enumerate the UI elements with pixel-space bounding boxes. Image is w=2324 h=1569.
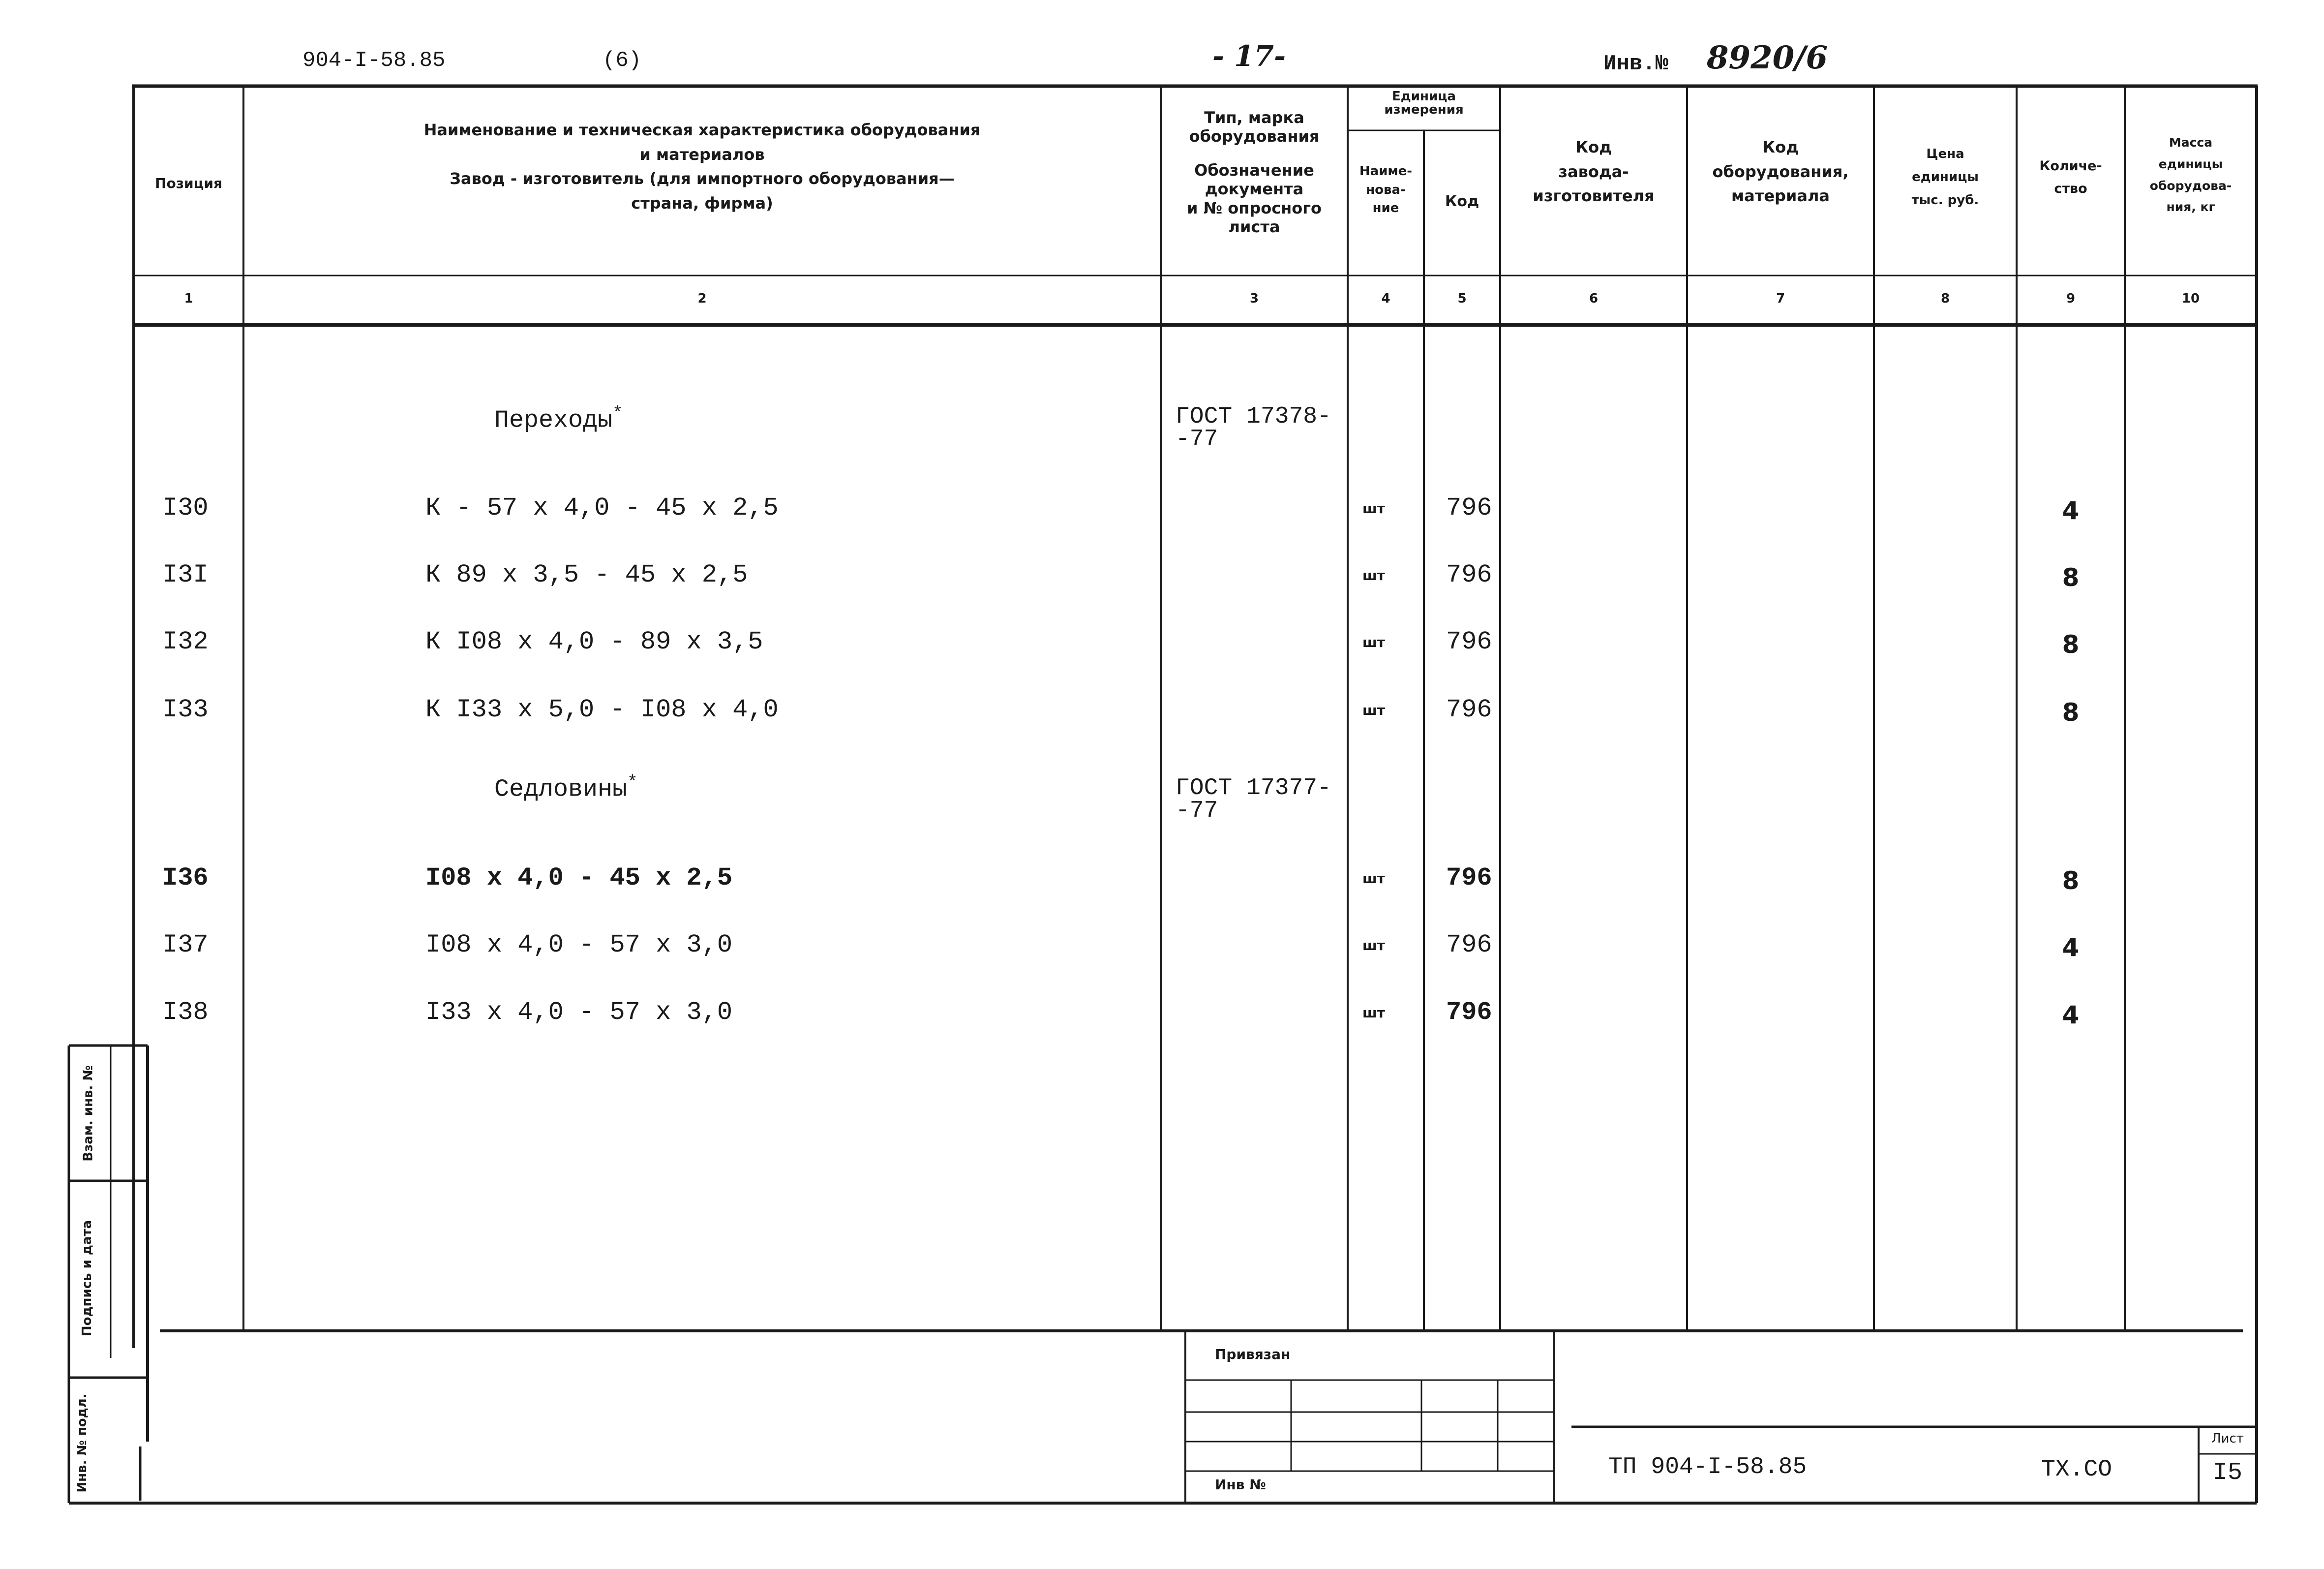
footnote-mark: * — [612, 403, 623, 424]
header-equipment-code — [1687, 135, 1874, 209]
row-name: К 89 х 3,5 - 45 х 2,5 — [425, 560, 748, 589]
gost-line2: -77 — [1176, 426, 1218, 453]
header-factory-code-line2: завода- — [1558, 162, 1629, 181]
row-quantity: 8 — [2062, 630, 2080, 659]
header-mass-line2: единицы — [2158, 156, 2223, 171]
row-name: К - 57 х 4,0 - 45 х 2,5 — [425, 493, 779, 523]
stamp-inv-no: Инв № — [1215, 1477, 1266, 1493]
header-type — [1161, 108, 1348, 236]
col-num-7: 7 — [1776, 291, 1785, 306]
side-signature-date: Подпись и дата — [80, 1220, 94, 1337]
header-unit-name-line2: нова- — [1366, 182, 1406, 197]
header-type-line5: и № опросного — [1187, 198, 1322, 217]
header-type-line3: Обозначение — [1194, 160, 1314, 180]
row-quantity: 4 — [2062, 1001, 2080, 1029]
section-title-text: Переходы — [494, 406, 613, 435]
side-replacement-inv: Взам. инв. № — [81, 1065, 96, 1162]
gost-line2: -77 — [1176, 797, 1218, 824]
row-position: I37 — [162, 930, 209, 959]
row-unit: шт — [1362, 1005, 1385, 1021]
header-unit-group — [1348, 90, 1500, 117]
header-name-line2: и материалов — [639, 145, 765, 164]
row-position: I3I — [162, 560, 209, 589]
header-quantity-line1: Количе- — [2039, 158, 2102, 174]
header-mass — [2125, 132, 2257, 218]
section-title-text: Седловины — [494, 775, 628, 804]
header-price — [1874, 143, 2017, 212]
gost-line1: ГОСТ 17378- — [1176, 403, 1331, 430]
col-num-8: 8 — [1940, 291, 1950, 306]
header-unit-name — [1348, 162, 1424, 218]
header-factory-code — [1500, 135, 1687, 209]
header-mass-line3: оборудова- — [2149, 178, 2232, 193]
gost-line1: ГОСТ 17377- — [1176, 775, 1331, 801]
row-code: 796 — [1446, 863, 1492, 892]
col-num-1: 1 — [184, 291, 193, 306]
section-title-saddles — [494, 772, 638, 804]
row-position: I38 — [162, 998, 209, 1027]
row-quantity: 4 — [2062, 496, 2080, 525]
inv-value: 8920/6 — [1707, 39, 1828, 76]
doc-code: 904-I-58.85 — [302, 48, 446, 73]
row-name: I33 х 4,0 - 57 х 3,0 — [425, 998, 733, 1027]
header-quantity — [2017, 155, 2125, 200]
inv-label: Инв.№ — [1603, 52, 1669, 76]
row-code: 796 — [1446, 627, 1492, 656]
row-quantity: 8 — [2062, 866, 2080, 895]
table-row — [0, 493, 2324, 528]
header-type-line2: оборудования — [1189, 127, 1320, 146]
col-num-2: 2 — [697, 291, 707, 306]
header-unit-code: Код — [1445, 193, 1479, 210]
header-name-line1: Наименование и техническая характеристика оборудования — [423, 121, 981, 139]
section-title-transitions — [494, 403, 623, 435]
row-code: 796 — [1446, 930, 1492, 959]
row-name: К I08 х 4,0 - 89 х 3,5 — [425, 627, 763, 656]
table-row — [0, 560, 2324, 595]
row-unit: шт — [1362, 702, 1385, 718]
header-quantity-line2: ство — [2054, 181, 2087, 196]
header-price-line1: Цена — [1926, 147, 1964, 161]
stamp-doc: ТП 904-I-58.85 — [1608, 1454, 1807, 1480]
row-position: I36 — [162, 863, 209, 892]
col-num-6: 6 — [1589, 291, 1599, 306]
header-equipment-code-line1: Код — [1762, 138, 1799, 156]
row-code: 796 — [1446, 493, 1492, 523]
row-quantity: 8 — [2062, 698, 2080, 727]
gost-transitions — [1176, 403, 1331, 453]
row-unit: шт — [1362, 870, 1385, 887]
row-code: 796 — [1446, 560, 1492, 589]
col-num-3: 3 — [1249, 291, 1259, 306]
stamp-sheet-number: I5 — [2212, 1459, 2242, 1487]
header-name — [243, 118, 1161, 215]
header-name-line3: Завод - изготовитель (для импортного оборудования— — [450, 169, 955, 188]
header-type-line1: Тип, марка — [1204, 108, 1304, 127]
header-unit-line2: измерения — [1384, 102, 1464, 118]
header-equipment-code-line2: оборудования, — [1712, 162, 1849, 181]
side-inv-original: Инв. № подл. — [75, 1393, 90, 1493]
row-position: I33 — [162, 695, 209, 724]
table-row — [0, 930, 2324, 965]
table-row — [0, 998, 2324, 1032]
col-num-5: 5 — [1457, 291, 1467, 306]
col-num-9: 9 — [2066, 291, 2076, 306]
stamp-privyazan: Привязан — [1215, 1346, 1291, 1362]
header-price-line3: тыс. руб. — [1911, 192, 1979, 208]
row-unit: шт — [1362, 500, 1385, 517]
table-row — [0, 695, 2324, 730]
row-unit: шт — [1362, 567, 1385, 584]
row-name: К I33 х 5,0 - I08 х 4,0 — [425, 695, 779, 724]
row-position: I30 — [162, 493, 209, 523]
header-unit-line1: Единица — [1392, 89, 1456, 104]
row-quantity: 8 — [2062, 563, 2080, 592]
row-name: I08 х 4,0 - 57 х 3,0 — [425, 930, 733, 959]
header-position: Позиция — [155, 175, 222, 191]
gost-saddles — [1176, 777, 1331, 822]
page-number: - 17- — [1212, 39, 1286, 73]
stamp-mark: ТХ.СО — [2041, 1456, 2113, 1483]
header-mass-line4: ния, кг — [2166, 200, 2215, 215]
table-row — [0, 863, 2324, 898]
header-mass-line1: Масса — [2169, 135, 2213, 150]
header-price-line2: единицы — [1912, 169, 1979, 185]
header-type-line4: документа — [1205, 180, 1304, 199]
header-equipment-code-line3: материала — [1731, 186, 1830, 206]
row-position: I32 — [162, 627, 209, 656]
header-unit-name-line1: Наиме- — [1359, 164, 1413, 179]
header-factory-code-line1: Код — [1575, 138, 1612, 156]
row-unit: шт — [1362, 937, 1385, 954]
row-unit: шт — [1362, 634, 1385, 650]
row-quantity: 4 — [2062, 933, 2080, 962]
row-code: 796 — [1446, 998, 1492, 1027]
header-type-line6: листа — [1228, 217, 1280, 236]
part-number: (6) — [603, 48, 642, 73]
header-factory-code-line3: изготовителя — [1533, 186, 1655, 206]
col-num-10: 10 — [2181, 291, 2200, 306]
row-code: 796 — [1446, 695, 1492, 724]
header-name-line4: страна, фирма) — [631, 193, 773, 213]
stamp-sheet-label: Лист — [2211, 1431, 2244, 1446]
header-unit-name-line3: ние — [1372, 201, 1399, 216]
footnote-mark: * — [627, 772, 638, 793]
col-num-4: 4 — [1381, 291, 1390, 306]
table-row — [0, 627, 2324, 662]
row-name: I08 х 4,0 - 45 х 2,5 — [425, 863, 733, 892]
